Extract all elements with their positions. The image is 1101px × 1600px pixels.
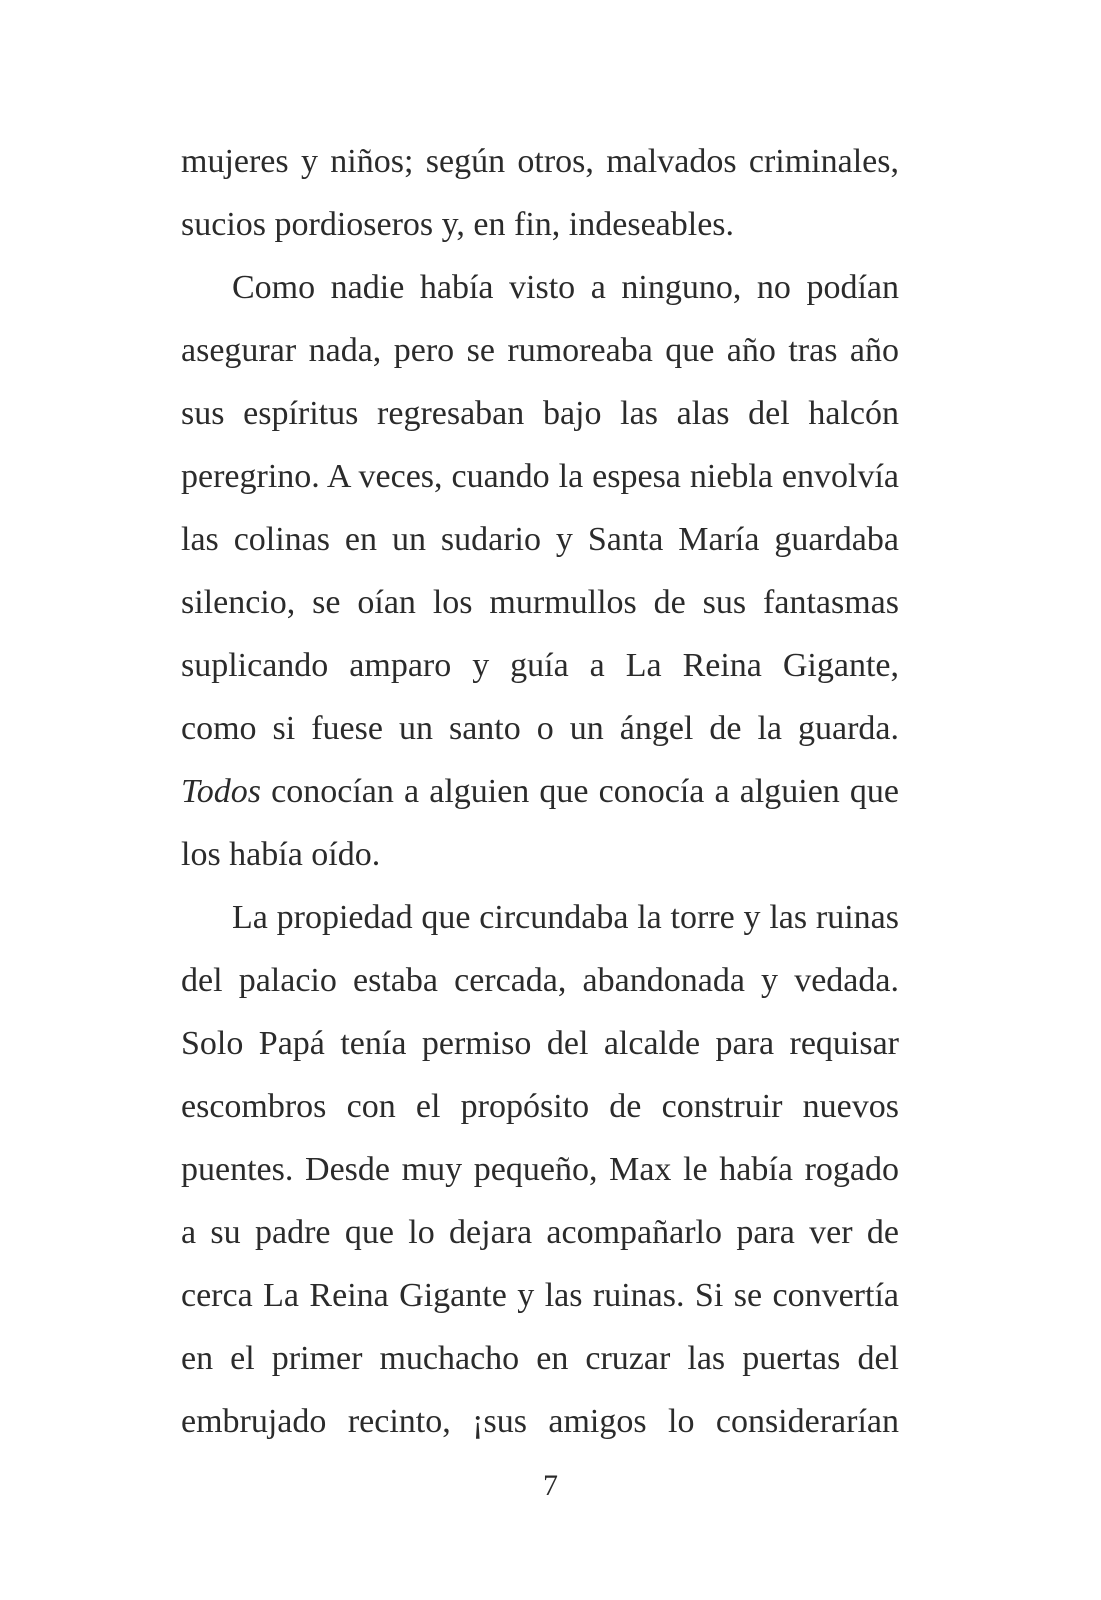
text-line: sucios pordioseros y, en fin, indeseables.: [181, 206, 735, 243]
text-line: mujeres y niños; según otros, malvados criminales,: [181, 143, 899, 180]
body-text: [181, 130, 899, 1453]
text-line: Solo Papá tenía permiso del alcalde para requisar: [181, 1025, 899, 1062]
text-line: silencio, se oían los murmullos de sus fantasmas: [181, 584, 899, 621]
text-line: sus espíritus regresaban bajo las alas del halcón: [181, 395, 899, 432]
text-line: puentes. Desde muy pequeño, Max le había rogado: [181, 1151, 899, 1188]
text-line: del palacio estaba cercada, abandonada y vedada.: [181, 962, 899, 999]
text-line: asegurar nada, pero se rumoreaba que año tras año: [181, 332, 899, 369]
text-line: suplicando amparo y guía a La Reina Gigante,: [181, 647, 899, 684]
text-line-rest: conocían a alguien que conocía a alguien que: [261, 773, 899, 810]
text-line: en el primer muchacho en cruzar las puertas del: [181, 1340, 899, 1377]
text-line: los había oído.: [181, 836, 381, 873]
text-line: como si fuese un santo o un ángel de la guarda.: [181, 710, 899, 747]
text-line: cerca La Reina Gigante y las ruinas. Si se convertía: [181, 1277, 899, 1314]
page-number: 7: [543, 1469, 558, 1502]
text-line: peregrino. A veces, cuando la espesa niebla envolvía: [181, 458, 899, 495]
text-line: escombros con el propósito de construir nuevos: [181, 1088, 899, 1125]
text-line: a su padre que lo dejara acompañarlo para ver de: [181, 1214, 899, 1251]
text-line: embrujado recinto, ¡sus amigos lo considerarían: [181, 1403, 899, 1440]
emphasis-word: Todos: [181, 773, 262, 810]
text-line: [181, 760, 899, 823]
text-line: La propiedad que circundaba la torre y las ruinas: [232, 899, 899, 936]
text-line: Como nadie había visto a ninguno, no podían: [232, 269, 899, 306]
text-line: las colinas en un sudario y Santa María guardaba: [181, 521, 899, 558]
